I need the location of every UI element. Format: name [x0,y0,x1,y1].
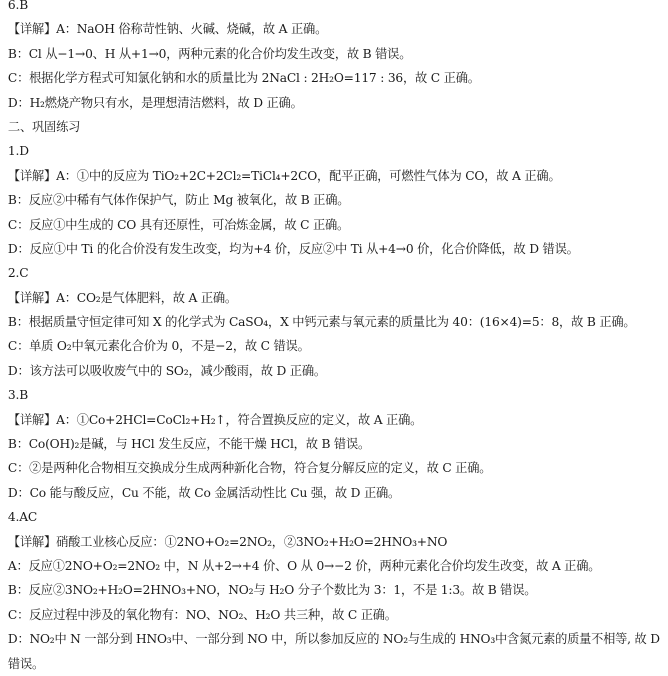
answer-4-title: 4.AC [7,509,38,525]
answer-1-title: 1.D [7,143,29,159]
answer-1-explain-a: 【详解】A：①中的反应为 TiO₂+2C+2Cl₂=TiCl₄+2CO，配平正确，可燃性气体为 CO，故 A 正确。 [7,167,561,183]
answer-2-explain-c: C：单质 O₂中氧元素化合价为 0，不是−2，故 C 错误。 [7,338,310,354]
answer-1-explain-b: B：反应②中稀有气体作保护气，防止 Mg 被氧化，故 B 正确。 [7,192,350,208]
answer-3-explain-c: C：②是两种化合物相互交换成分生成两种新化合物，符合复分解反应的定义，故 C 正确。 [7,460,492,476]
answer-3-explain-b: B：Co(OH)₂是碱，与 HCl 发生反应，不能干燥 HCl，故 B 错误。 [7,436,371,452]
answer-6-explain-a: 【详解】A：NaOH 俗称苛性钠、火碱、烧碱，故 A 正确。 [7,21,328,37]
answer-2-explain-d: D：该方法可以吸收废气中的 SO₂，减少酸雨，故 D 正确。 [7,362,326,378]
answer-4-explain-b: B：反应②3NO₂+H₂O=2HNO₃+NO，NO₂与 H₂O 分子个数比为 3：1，不是 1:3。故 B 错误。 [7,582,537,598]
answer-3-explain-d: D：Co 能与酸反应，Cu 不能，故 Co 金属活动性比 Cu 强，故 D 正确。 [7,484,401,500]
answer-2-title: 2.C [7,265,29,281]
answer-4-explain-d-continued: 错误。 [7,655,45,671]
answer-1-explain-d: D：反应①中 Ti 的化合价没有发生改变，均为+4 价，反应②中 Ti 从+4→0 价，化合价降低，故 D 错误。 [7,240,579,256]
answer-4-explain-d: D：NO₂中 N 一部分到 HNO₃中、一部分到 NO 中，所以参加反应的 NO₂与生成的 HNO₃中含氮元素的质量不相等, 故 D [7,631,660,647]
answer-1-explain-c: C：反应①中生成的 CO 具有还原性，可冶炼金属，故 C 正确。 [7,216,350,232]
answer-6-explain-b: B：Cl 从−1→0、H 从+1→0，两种元素的化合价均发生改变，故 B 错误。 [7,45,412,61]
answer-6-title: 6.B [7,0,28,12]
answer-4-explain-intro: 【详解】硝酸工业核心反应：①2NO+O₂=2NO₂，②3NO₂+H₂O=2HNO₃+NO [7,533,448,549]
answer-2-explain-b: B：根据质量守恒定律可知 X 的化学式为 CaSO₄，X 中钙元素与氧元素的质量比为 40：(16×4)=5：8，故 B 正确。 [7,314,636,330]
answer-2-explain-a: 【详解】A：CO₂是气体肥料，故 A 正确。 [7,289,237,305]
answer-4-explain-c: C：反应过程中涉及的氧化物有：NO、NO₂、H₂O 共三种，故 C 正确。 [7,606,397,622]
answer-6-explain-c: C：根据化学方程式可知氯化钠和水的质量比为 2NaCl : 2H₂O=117 : 36，故 C 正确。 [7,70,480,86]
answer-4-explain-a: A：反应①2NO+O₂=2NO₂ 中，N 从+2→+4 价、O 从 0→−2 价，两种元素化合价均发生改变，故 A 正确。 [7,557,601,573]
section-heading: 二、巩固练习 [7,118,81,134]
answer-3-title: 3.B [7,387,28,403]
answer-6-explain-d: D：H₂燃烧产物只有水，是理想清洁燃料，故 D 正确。 [7,94,303,110]
answer-3-explain-a: 【详解】A：①Co+2HCl=CoCl₂+H₂↑，符合置换反应的定义，故 A 正确。 [7,411,423,427]
